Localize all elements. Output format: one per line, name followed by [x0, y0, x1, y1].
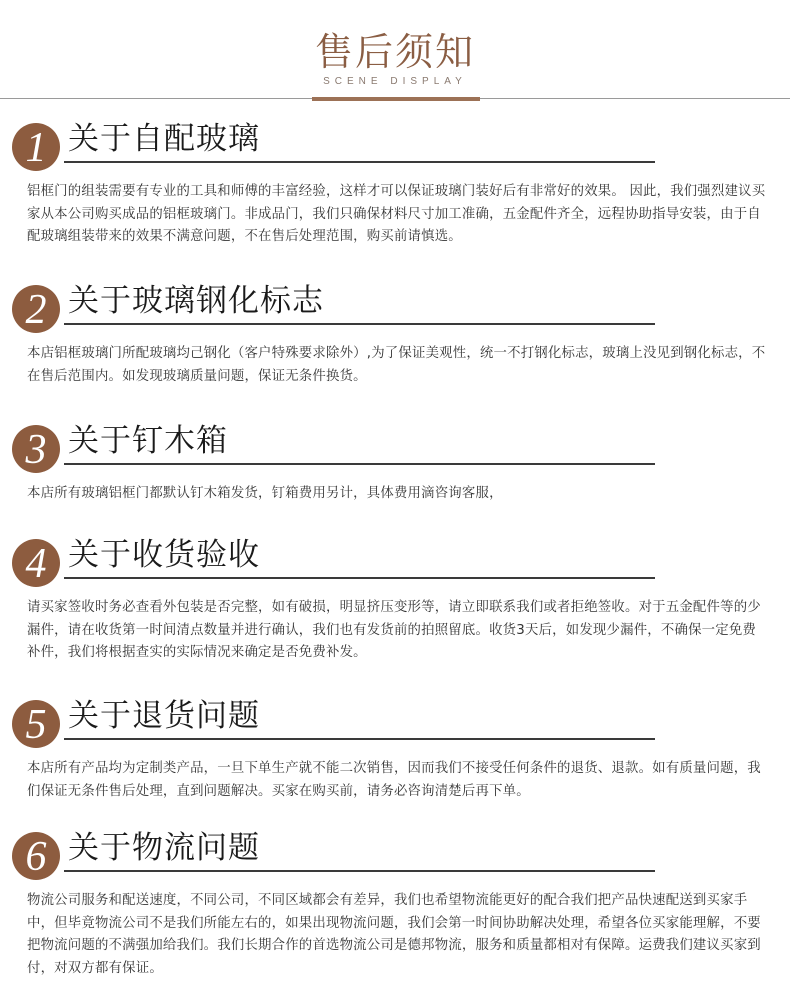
section-number-badge: 3 — [12, 425, 60, 473]
section-divider — [64, 463, 655, 465]
section-number-badge: 1 — [12, 123, 60, 171]
section-body: 物流公司服务和配送速度，不同公司，不同区域都会有差异，我们也希望物流能更好的配合我们把产品快速配送到买家手中，但毕竟物流公司不是我们所能左右的，如果出现物流问题，我们会第一时间协助解决处理，希望各位买家能理解，不要把物流问题的不满强加给我们。我们长期合作的首选物流公司是德邦物流，服务和质量都相对有保障。运费我们建议买家到付，对双方都有保证。 — [27, 893, 761, 976]
section-body: 本店铝框玻璃门所配玻璃均己钢化（客户特殊要求除外）,为了保证美观性，统一不打钢化标志，玻璃上没见到钢化标志，不在售后范围内。如发现玻璃质量问题，保证无条件换货。 — [27, 346, 766, 384]
section-number-badge: 5 — [12, 700, 60, 748]
section-body: 铝框门的组装需要有专业的工具和师傅的丰富经验，这样才可以保证玻璃门装好后有非常好的效果。 因此，我们强烈建议买家从本公司购买成品的铝框玻璃门。非成品门，我们只确保材料尺寸加工准确，五金配件齐全，远程协助指导安装，由于自配玻璃组装带来的效果不满意问题，不在售后处理范围，购买前请慎选。 — [27, 184, 766, 244]
section-title: 关于退货问题 — [68, 698, 260, 734]
section-title: 关于自配玻璃 — [68, 121, 260, 157]
page-subtitle: SCENE DISPLAY — [323, 76, 467, 87]
section-divider — [64, 738, 655, 740]
section-body: 本店所有玻璃铝框门都默认钉木箱发货，钉箱费用另计，具体费用滴咨询客服， — [27, 486, 503, 501]
section-title: 关于玻璃钢化标志 — [68, 283, 324, 319]
section-title: 关于物流问题 — [68, 830, 260, 866]
section-body: 本店所有产品均为定制类产品，一旦下单生产就不能二次销售，因而我们不接受任何条件的退货、退款。如有质量问题，我们保证无条件售后处理，直到问题解决。买家在购买前，请务必咨询清楚后再下单。 — [27, 761, 761, 799]
section-divider — [64, 161, 655, 163]
section-number-badge: 6 — [12, 832, 60, 880]
section-number-badge: 2 — [12, 285, 60, 333]
section-divider — [64, 870, 655, 872]
section-divider — [64, 577, 655, 579]
section-title: 关于收货验收 — [68, 537, 260, 573]
section-divider — [64, 323, 655, 325]
page-header — [0, 0, 790, 104]
section-title: 关于钉木箱 — [68, 423, 228, 459]
section-number-badge: 4 — [12, 539, 60, 587]
section-body: 请买家签收时务必查看外包装是否完整，如有破损，明显挤压变形等，请立即联系我们或者拒绝签收。对于五金配件等的少漏件，请在收货第一时间清点数量并进行确认，我们也有发货前的拍照留底。收货3天后，如发现少漏件，不确保一定免费补件，我们将根据查实的实际情况来确定是否免费补发。 — [27, 600, 761, 660]
page-title: 售后须知 — [314, 30, 475, 74]
header-accent-bar — [312, 97, 480, 101]
